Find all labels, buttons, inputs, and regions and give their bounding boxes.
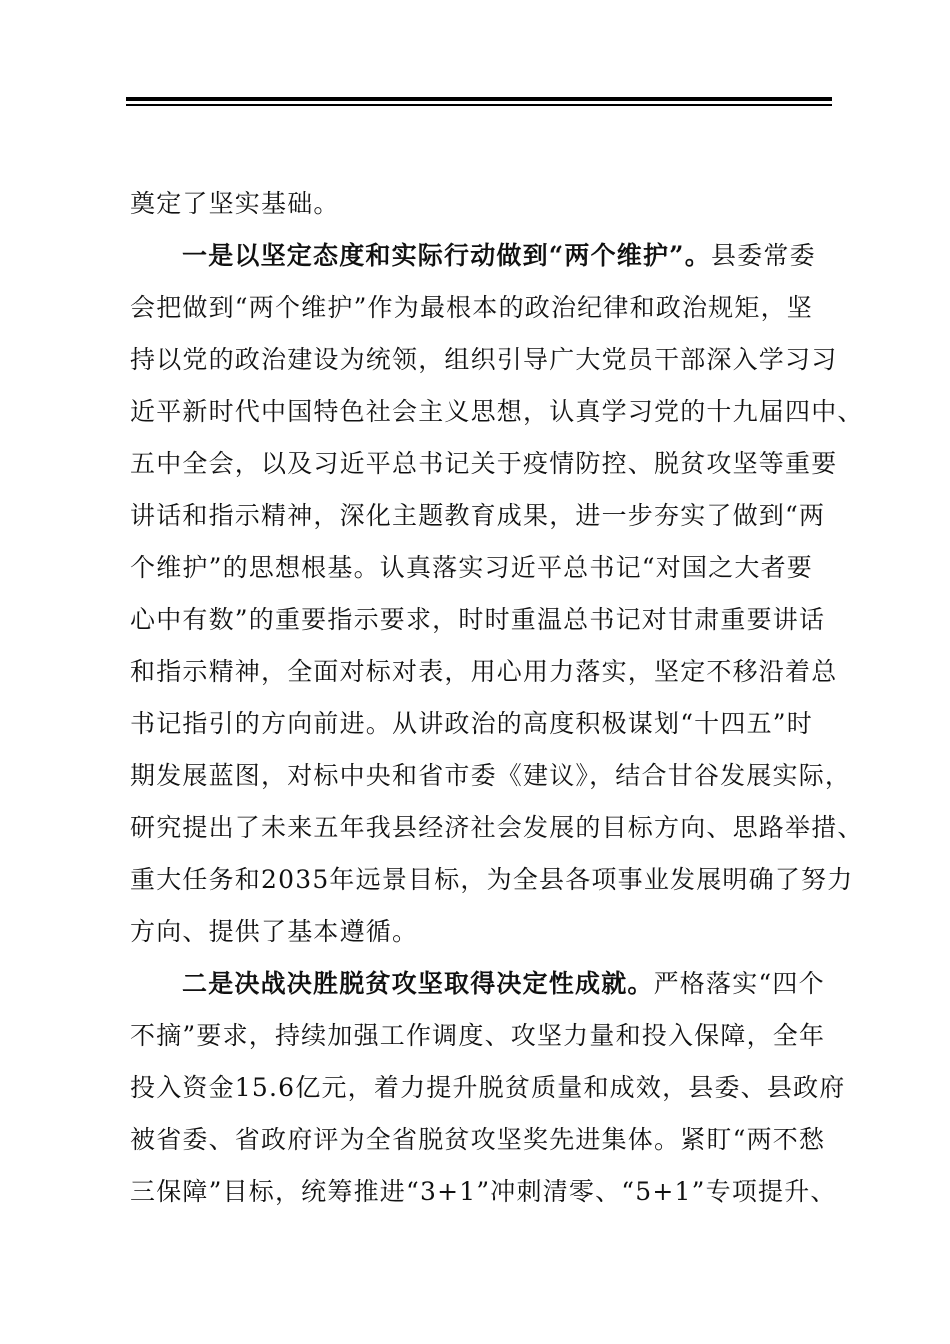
text-line: 投入资金15.6亿元，着力提升脱贫质量和成效，县委、县政府 — [130, 1073, 846, 1102]
header-rule-thick — [126, 97, 832, 101]
text-line: 讲话和指示精神，深化主题教育成果，进一步夯实了做到“两 — [130, 501, 826, 530]
text-line: 期发展蓝图，对标中央和省市委《建议》，结合甘谷发展实际， — [130, 761, 852, 790]
paragraph-lead: 二是决战决胜脱贫攻坚取得决定性成就。 — [182, 969, 654, 998]
text-line: 重大任务和2035年远景目标，为全县各项事业发展明确了努力 — [130, 865, 854, 894]
text-line: 个维护”的思想根基。认真落实习近平总书记“对国之大者要 — [130, 553, 813, 582]
text-line: 近平新时代中国特色社会主义思想，认真学习党的十九届四中、 — [130, 397, 864, 426]
text-line: 三保障”目标，统筹推进“3+1”冲刺清零、“5+1”专项提升、 — [130, 1177, 837, 1206]
text-line: 书记指引的方向前进。从讲政治的高度积极谋划“十四五”时 — [130, 709, 813, 738]
header-rule-thin — [126, 104, 832, 106]
text-line: 奠定了坚实基础。 — [130, 189, 340, 218]
text-line: 被省委、省政府评为全省脱贫攻坚奖先进集体。紧盯“两不愁 — [130, 1125, 826, 1154]
text-line: 五中全会，以及习近平总书记关于疫情防控、脱贫攻坚等重要 — [130, 449, 838, 478]
text-line: 心中有数”的重要指示要求，时时重温总书记对甘肃重要讲话 — [130, 605, 826, 634]
text-line: 一是以坚定态度和实际行动做到“两个维护”。县委常委 — [182, 241, 816, 270]
text-line: 研究提出了未来五年我县经济社会发展的目标方向、思路举措、 — [130, 813, 864, 842]
text-line: 和指示精神，全面对标对表，用心用力落实，坚定不移沿着总 — [130, 657, 838, 686]
paragraph-lead: 一是以坚定态度和实际行动做到“两个维护”。 — [182, 241, 711, 270]
text-line: 二是决战决胜脱贫攻坚取得决定性成就。严格落实“四个 — [182, 969, 825, 998]
text-line: 方向、提供了基本遵循。 — [130, 917, 419, 946]
text-line: 不摘”要求，持续加强工作调度、攻坚力量和投入保障，全年 — [130, 1021, 826, 1050]
text-line: 会把做到“两个维护”作为最根本的政治纪律和政治规矩，坚 — [130, 293, 813, 322]
text-line: 持以党的政治建设为统领，组织引导广大党员干部深入学习习 — [130, 345, 838, 374]
